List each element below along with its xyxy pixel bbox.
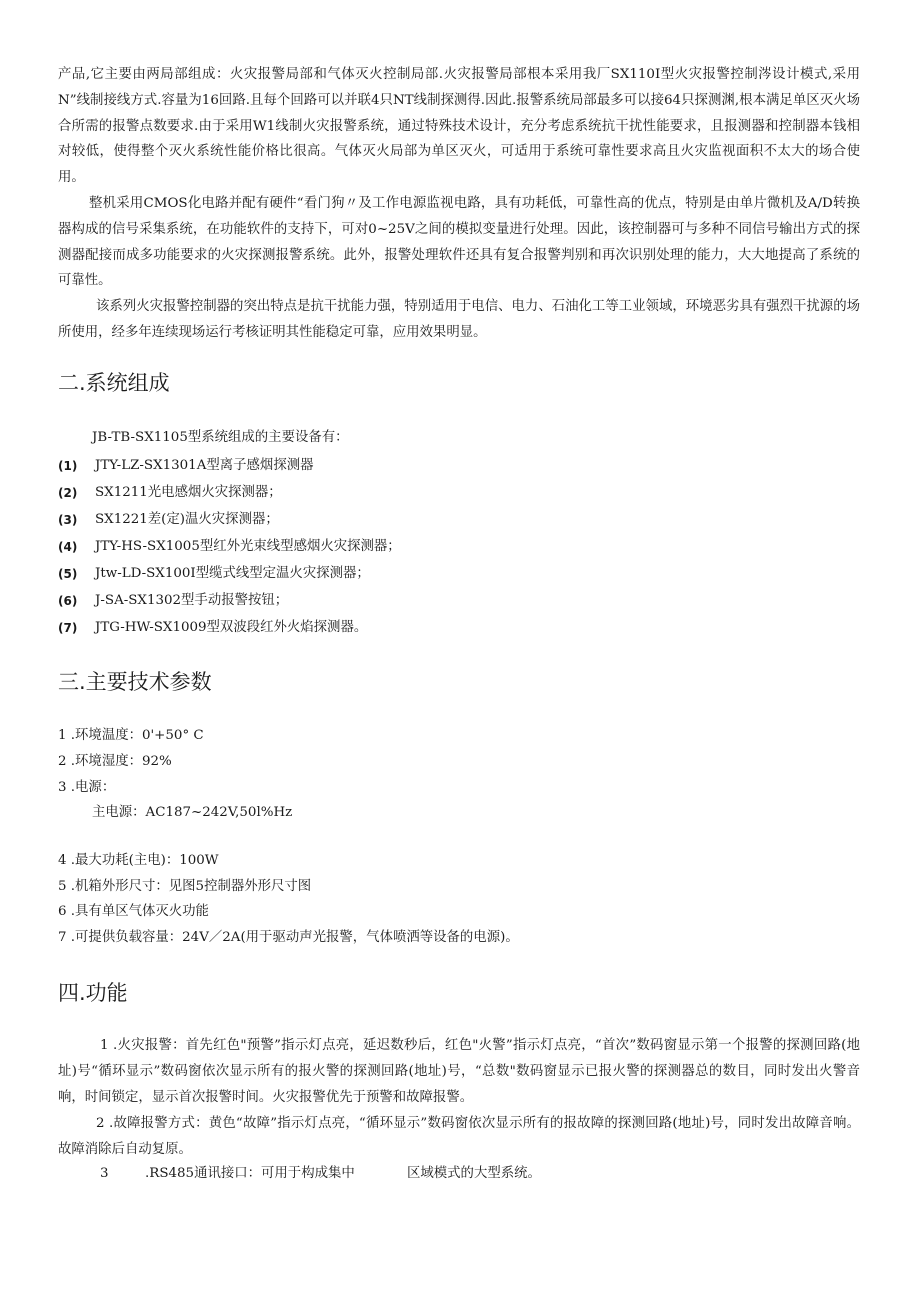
function-fault-alarm: 2 .故障报警方式：黄色“故障”指示灯点亮，“循环显示”数码窗依次显示所有的报故障的探测回路(地址)号，同时发出故障音响。故障消除后自动复原。 <box>58 1116 860 1157</box>
parameter-item: 2 .环境湿度：92% <box>58 754 172 769</box>
parameter-item: 4 .最大功耗(主电)：100W <box>58 853 219 868</box>
list-item-number: (5) <box>58 567 78 581</box>
section-heading-parameters: 三.主要技术参数 <box>58 670 212 694</box>
intro-paragraph-2: 整机采用CMOS化电路并配有硬件“看门狗〃及工作电源监视电路，具有功耗低，可靠性高的优点，特别是由单片微机及A/D转换器构成的信号采集系统，在功能软件的支持下，可对0~25V之间的模拟变量进行处理。因此，该控制器可与多种不同信号输出方式的探测器配接而成多功能要求的火灾探测报警系统。此外，报警处理软件还具有复合报警判别和再次识别处理的能力，大大地提高了系统的可靠性。 <box>58 196 860 289</box>
list-item-text: J-SA-SX1302型手动报警按钮； <box>95 593 289 608</box>
list-item-text: Jtw-LD-SX100I型缆式线型定温火灾探测器； <box>95 566 370 581</box>
intro-paragraph-1: 产品,它主要由两局部组成：火灾报警局部和气体灭火控制局部.火灾报警局部根本采用我厂SX110I型火灾报警控制涔设计模式,采用N”线制接线方式.容量为16回路.且每个回路可以并联4只NT线制探测得.因此.报警系统局部最多可以接64只探测渊,根本满足单区灭火场合所需的报警点数要求.由于采用W1线制火灾报警系统，通过特殊技术设计，充分考虑系统抗干扰性能要求，且报测器和控制器本钱相对较低，使得整个灭火系统性能价格比很高。气体灭火局部为单区灭火，可适用于系统可靠性要求高且火灾监视面积不太大的场合使用。 <box>58 67 860 186</box>
list-item-number: (2) <box>58 486 78 500</box>
list-item-text: JTG-HW-SX1009型双波段红外火焰探测器。 <box>95 620 368 635</box>
list-item-text: JTY-LZ-SX1301A型离子感烟探测器 <box>95 458 314 473</box>
parameter-item: 5 .机箱外形尺寸：见图5控制器外形尺寸图 <box>58 879 312 894</box>
function-rs485-text-b: 区域模式的大型系统。 <box>407 1166 541 1181</box>
list-item-text: SX1211光电感烟火灾探测器； <box>95 485 282 500</box>
list-item-number: (3) <box>58 513 78 527</box>
section-heading-functions: 四.功能 <box>58 981 128 1005</box>
list-item-number: (4) <box>58 540 78 554</box>
list-item-text: JTY-HS-SX1005型红外光束线型感烟火灾探测器； <box>95 539 401 554</box>
parameter-item: 1 .环境温度：0'+50° C <box>58 728 204 743</box>
list-item-number: (6) <box>58 594 78 608</box>
list-item-text: SX1221差(定)温火灾探测器； <box>95 512 279 527</box>
section-heading-system: 二.系统组成 <box>58 371 170 395</box>
list-item-number: (1) <box>58 459 78 473</box>
system-lead-text: JB-TB-SX1105型系统组成的主要设备有： <box>92 430 349 445</box>
function-rs485-text-a: .RS485通讯接口：可用于构成集中 <box>145 1166 355 1181</box>
parameter-item: 7 .可提供负载容量：24V／2A(用于驱动声光报警，气体喷洒等设备的电源)。 <box>58 930 519 945</box>
function-fire-alarm: 1 .火灾报警：首先红色"预警”指示灯点亮，延迟数秒后，红色"火警”指示灯点亮，“首次”数码窗显示第一个报警的探测回路(地址)号“循环显示”数码窗依次显示所有的报火警的探测回路(地址)号，“总数"数码窗显示已报火警的探测器总的数目，同时发出火警音响，时间锁定，显示首次报警时间。火灾报警优先于预警和故障报警。 <box>58 1038 860 1105</box>
list-item-number: (7) <box>58 621 78 635</box>
function-rs485-number: 3 <box>100 1166 109 1181</box>
parameter-item: 6 .具有单区气体灭火功能 <box>58 904 209 919</box>
parameter-item: 3 .电源： <box>58 780 116 795</box>
parameter-subitem: 主电源：AC187~242V,50l%Hz <box>92 805 293 820</box>
intro-paragraph-3: 该系列火灾报警控制器的突出特点是抗干扰能力强，特别适用于电信、电力、石油化工等工业领域，环境恶劣具有强烈干扰源的场所使用，经多年连续现场运行考核证明其性能稳定可靠，应用效果明显。 <box>58 299 860 340</box>
